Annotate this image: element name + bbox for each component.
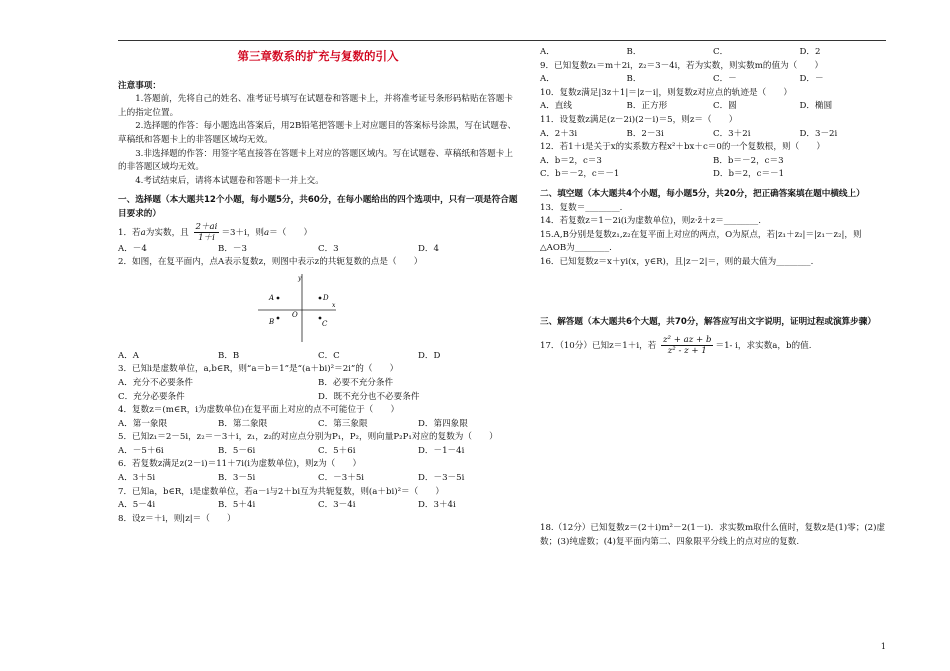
options: A．第一象限 B．第二象限 C．第三象限 D．第四象限 xyxy=(118,418,468,429)
question-6: 6．若复数z满足z(2－i)＝11＋7i(i为虚数单位)，则z为（ ） xyxy=(118,459,362,470)
point-a-label: A xyxy=(269,293,275,302)
options: A．3＋5i B．3－5i C．－3＋5i D．－3－5i xyxy=(118,473,465,484)
notice-heading: 注意事项： xyxy=(118,80,161,91)
point-d-label: D xyxy=(323,293,329,302)
point-c-label: C xyxy=(322,319,328,328)
question-5: 5．已知z₁＝2－5i，z₂＝－3＋i，z₁，z₂的对应点分别为P₁，P₂，则向量P₂P₁对应的复数为（ ） xyxy=(118,432,498,443)
notice-item: 2.选择题的作答：每小题选出答案后，用2B铅笔把答题卡上对应题目的答案标号涂黑，写在试题卷、草稿纸和答题卡上的非答题区域均无效。 xyxy=(118,121,517,145)
options: A． B． C．－ D．－ xyxy=(540,74,824,85)
page-title: 第三章数系的扩充与复数的引入 xyxy=(237,49,399,63)
options: A．b＝2，c＝3 B．b＝－2，c＝3 C．b＝－2，c＝－1 D．b＝2，c＝－1 xyxy=(540,155,785,180)
options: A．直线 B．正方形 C．圆 D．椭圆 xyxy=(540,101,833,112)
options: A．充分不必要条件 B．必要不充分条件 C．充分必要条件 D．既不充分也不必要条件 xyxy=(118,377,420,402)
options: A．－5＋6i B．5－6i C．5＋6i D．－1－4i xyxy=(118,445,465,456)
question-13: 13．复数＝________. xyxy=(540,202,623,213)
point-b-label: B xyxy=(269,317,275,326)
options: A． B． C． D．2 xyxy=(540,47,821,57)
notice-item: 1.答题前，先将自己的姓名、准考证号填写在试题卷和答题卡上，并将准考证号条形码粘贴在答题卡上的指定位置。 xyxy=(118,94,513,118)
y-axis-label: y xyxy=(298,274,302,282)
question-15: 15.A,B分别是复数z₁,z₂在复平面上对应的两点，O为原点，若|z₁＋z₂|＝|z₁－z₂|，则△AOB为________. xyxy=(540,229,862,254)
question-12: 12．若1＋i是关于x的实系数方程x²＋bx＋c＝0的一个复数根，则（ ） xyxy=(540,142,825,153)
section-heading: 一、选择题（本大题共12个小题，每小题5分，共60分，在每小题给出的四个选项中，只有一项是符合题目要求的） xyxy=(118,195,518,219)
section-heading: 二、填空题（本大题共4个小题，每小题5分，共20分，把正确答案填在题中横线上） xyxy=(540,188,865,199)
notice-item: 3.非选择题的作答：用签字笔直接答在答题卡上对应的答题区域内。写在试题卷、草稿纸和答题卡上的非答题区域均无效。 xyxy=(118,148,513,173)
header-rule xyxy=(118,40,886,41)
question-7: 7．已知a，b∈R，i是虚数单位，若a－i与2＋bi互为共轭复数，则(a＋bi)²＝（ ） xyxy=(118,486,445,497)
question-8: 8．设z＝＋i，则|z|＝（ ） xyxy=(118,513,236,524)
question-18: 18.（12分）已知复数z＝(2＋i)m²－2(1－i)．求实数m取什么值时，复数z是(1)零；(2)虚数；(3)纯虚数；(4)复平面内第二、四象限平分线上的点对应的复数. xyxy=(540,523,886,547)
point-d xyxy=(319,296,322,299)
question-1: 1．若a为实数，且 $\frac{2+ai}{1+i}$ ＝3＋i，则a＝（ ） xyxy=(118,221,313,243)
question-3: 3．已知i是虚数单位，a,b∈R，则“a＝b＝1”是“(a＋bi)²＝2i”的（ ） xyxy=(118,364,399,375)
question-10: 10．复数z满足|3z＋1|＝|z－i|，则复数z对应点的轨迹是（ ） xyxy=(540,87,792,98)
section-heading: 三、解答题（本大题共6个大题，共70分，解答应写出文字说明，证明过程或演算步骤） xyxy=(540,316,876,327)
fraction: $\frac{2+ai}{1+i}$ xyxy=(195,221,218,243)
point-b xyxy=(277,316,280,319)
notice-item: 4.考试结束后，请将本试题卷和答题卡一并上交。 xyxy=(135,175,324,186)
question-9: 9．已知复数z₁＝m＋2i，z₂＝3－4i，若为实数，则实数m的值为（ ） xyxy=(540,60,824,71)
question-11: 11．设复数z满足(z－2i)(2－i)＝5，则z＝（ ） xyxy=(540,114,738,125)
point-a xyxy=(277,296,280,299)
point-c xyxy=(319,316,322,319)
question-17: 17．（10分）已知z＝1＋i，若 $\frac{\text{z² + az + b}}{\text{z² - z + 1}}$ ＝1- i，求实数a，b的值. xyxy=(540,335,812,357)
question-16: 16．已知复数z＝x＋yi(x，y∈R)，且|z－2|＝，则的最大值为________. xyxy=(540,256,814,267)
question-14: 14．若复数z＝1－2i(i为虚数单位)，则z·z̄＋z＝________. xyxy=(540,216,761,227)
options: A．－4 B．－3 C．3 D．4 xyxy=(118,243,439,254)
right-column xyxy=(540,46,886,549)
x-axis-label: x xyxy=(332,301,336,309)
complex-plane-diagram xyxy=(258,274,338,344)
fraction: $\frac{\text{z² + az + b}}{\text{z² - z + 1}}$ xyxy=(663,335,712,357)
page-number: 1 xyxy=(880,642,886,651)
options: A．2＋3i B．2－3i C．3＋2i D．3－2i xyxy=(540,128,838,139)
options: A．A B．B C．C D．D xyxy=(118,350,441,361)
left-column xyxy=(118,46,518,526)
question-4: 4．复数z＝(m∈R，i为虚数单位)在复平面上对应的点不可能位于（ ） xyxy=(118,405,400,416)
question-2: 2．如图，在复平面内，点A表示复数z，则图中表示z的共轭复数的点是（ ） xyxy=(118,257,423,268)
origin-label: O xyxy=(292,310,298,319)
options: A．5－4i B．5＋4i C．3－4i D．3＋4i xyxy=(118,500,456,511)
